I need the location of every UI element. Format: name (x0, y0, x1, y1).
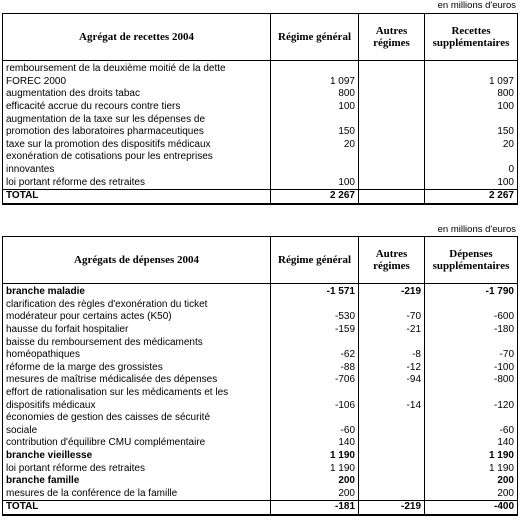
cell-supplementaires: -1 790 (425, 284, 518, 299)
cell-autres-regimes: -219 (359, 284, 425, 299)
cell-supplementaires (425, 61, 518, 76)
table-row (3, 425, 518, 438)
cell-regime-general (271, 336, 359, 349)
cell-autres-regimes (359, 450, 425, 463)
table-header-row (3, 14, 518, 61)
cell-regime-general: 20 (271, 139, 359, 152)
cell-regime-general: -181 (271, 501, 359, 515)
table-row (3, 101, 518, 114)
cell-autres-regimes (359, 299, 425, 312)
row-label: dispositifs médicaux (3, 399, 271, 412)
cell-regime-general: -1 571 (271, 284, 359, 299)
table-row (3, 61, 518, 76)
table-row (3, 387, 518, 400)
cell-autres-regimes (359, 475, 425, 488)
unit-label-depenses: en millions d'euros (437, 224, 516, 235)
cell-regime-general (271, 164, 359, 177)
cell-autres-regimes (359, 462, 425, 475)
row-label: loi portant réforme des retraites (3, 462, 271, 475)
cell-regime-general (271, 412, 359, 425)
cell-autres-regimes (359, 425, 425, 438)
row-label: augmentation de la taxe sur les dépenses de (3, 113, 271, 126)
table-row (3, 176, 518, 189)
cell-autres-regimes (359, 336, 425, 349)
cell-autres-regimes (359, 387, 425, 400)
cell-supplementaires: -180 (425, 324, 518, 337)
cell-autres-regimes (359, 101, 425, 114)
row-label: exonération de cotisations pour les entreprises (3, 151, 271, 164)
header-autres-regimes: Autres régimes (359, 237, 425, 284)
table-row (3, 311, 518, 324)
cell-regime-general: -62 (271, 349, 359, 362)
cell-supplementaires: 100 (425, 101, 518, 114)
table-row (3, 113, 518, 126)
row-label: FOREC 2000 (3, 76, 271, 89)
cell-regime-general: 100 (271, 176, 359, 189)
row-label: branche famille (3, 475, 271, 488)
cell-regime-general: -106 (271, 399, 359, 412)
cell-regime-general: -530 (271, 311, 359, 324)
cell-autres-regimes (359, 113, 425, 126)
cell-autres-regimes: -14 (359, 399, 425, 412)
table-row (3, 462, 518, 475)
row-label: taxe sur la promotion des dispositifs médicaux (3, 139, 271, 152)
row-label: économies de gestion des caisses de sécurité (3, 412, 271, 425)
header-agregat: Agrégat de recettes 2004 (3, 14, 271, 61)
table-recettes (2, 13, 518, 205)
cell-autres-regimes (359, 151, 425, 164)
cell-supplementaires: 200 (425, 475, 518, 488)
cell-autres-regimes (359, 164, 425, 177)
cell-supplementaires (425, 299, 518, 312)
cell-supplementaires: 2 267 (425, 189, 518, 203)
row-label: mesures de la conférence de la famille (3, 488, 271, 501)
header-recettes-supplementaires: Recettes supplémentaires (425, 14, 518, 61)
cell-autres-regimes: -21 (359, 324, 425, 337)
cell-regime-general: 1 190 (271, 450, 359, 463)
cell-autres-regimes (359, 437, 425, 450)
total-row (3, 501, 518, 515)
cell-supplementaires (425, 336, 518, 349)
row-label: loi portant réforme des retraites (3, 176, 271, 189)
table-row (3, 488, 518, 501)
table-row (3, 126, 518, 139)
cell-supplementaires: -60 (425, 425, 518, 438)
cell-supplementaires: 800 (425, 88, 518, 101)
cell-regime-general: 200 (271, 475, 359, 488)
row-label: effort de rationalisation sur les médicaments et les (3, 387, 271, 400)
cell-autres-regimes: -219 (359, 501, 425, 515)
table-row (3, 450, 518, 463)
cell-regime-general: -60 (271, 425, 359, 438)
cell-autres-regimes (359, 189, 425, 203)
row-label: innovantes (3, 164, 271, 177)
cell-regime-general: 200 (271, 488, 359, 501)
row-label: augmentation des droits tabac (3, 88, 271, 101)
row-label: mesures de maîtrise médicalisée des dépenses (3, 374, 271, 387)
cell-supplementaires: 20 (425, 139, 518, 152)
cell-supplementaires: -800 (425, 374, 518, 387)
cell-autres-regimes: -70 (359, 311, 425, 324)
cell-supplementaires (425, 412, 518, 425)
cell-supplementaires (425, 151, 518, 164)
cell-regime-general (271, 61, 359, 76)
cell-autres-regimes (359, 61, 425, 76)
cell-regime-general: 2 267 (271, 189, 359, 203)
row-label: efficacité accrue du recours contre tiers (3, 101, 271, 114)
header-regime-general: Régime général (271, 14, 359, 61)
cell-regime-general (271, 387, 359, 400)
cell-regime-general: -88 (271, 362, 359, 375)
header-regime-general: Régime général (271, 237, 359, 284)
table-row (3, 374, 518, 387)
cell-supplementaires: -400 (425, 501, 518, 515)
cell-supplementaires: 1 097 (425, 76, 518, 89)
table-row (3, 437, 518, 450)
cell-regime-general: 1 097 (271, 76, 359, 89)
cell-supplementaires: 1 190 (425, 450, 518, 463)
cell-regime-general: -159 (271, 324, 359, 337)
cell-regime-general: -706 (271, 374, 359, 387)
cell-regime-general: 800 (271, 88, 359, 101)
cell-supplementaires: -100 (425, 362, 518, 375)
row-label: clarification des règles d'exonération du ticket (3, 299, 271, 312)
row-label: branche maladie (3, 284, 271, 299)
cell-autres-regimes (359, 76, 425, 89)
total-row (3, 189, 518, 203)
cell-regime-general (271, 113, 359, 126)
table-row (3, 139, 518, 152)
header-depenses-supplementaires: Dépenses supplémentaires (425, 237, 518, 284)
row-label: branche vieillesse (3, 450, 271, 463)
row-label: TOTAL (3, 189, 271, 203)
table-row (3, 284, 518, 299)
cell-supplementaires: -600 (425, 311, 518, 324)
cell-regime-general: 1 190 (271, 462, 359, 475)
table-depenses (2, 236, 518, 516)
row-label: sociale (3, 425, 271, 438)
cell-autres-regimes (359, 139, 425, 152)
table-row (3, 164, 518, 177)
row-label: hausse du forfait hospitalier (3, 324, 271, 337)
unit-label-recettes: en millions d'euros (437, 0, 516, 11)
row-label: contribution d'équilibre CMU complémentaire (3, 437, 271, 450)
cell-autres-regimes: -12 (359, 362, 425, 375)
table-row (3, 151, 518, 164)
table-row (3, 362, 518, 375)
header-agregat: Agrégats de dépenses 2004 (3, 237, 271, 284)
table-header-row (3, 237, 518, 284)
row-label: homéopathiques (3, 349, 271, 362)
table-row (3, 76, 518, 89)
cell-supplementaires: 150 (425, 126, 518, 139)
cell-autres-regimes (359, 88, 425, 101)
cell-autres-regimes: -8 (359, 349, 425, 362)
cell-supplementaires: 100 (425, 176, 518, 189)
row-label: TOTAL (3, 501, 271, 515)
cell-supplementaires: 200 (425, 488, 518, 501)
cell-supplementaires (425, 113, 518, 126)
table-row (3, 324, 518, 337)
cell-autres-regimes (359, 126, 425, 139)
table-row (3, 336, 518, 349)
cell-supplementaires: -120 (425, 399, 518, 412)
cell-autres-regimes (359, 176, 425, 189)
cell-supplementaires: -70 (425, 349, 518, 362)
cell-autres-regimes: -94 (359, 374, 425, 387)
table-row (3, 399, 518, 412)
cell-autres-regimes (359, 488, 425, 501)
row-label: réforme de la marge des grossistes (3, 362, 271, 375)
cell-supplementaires (425, 387, 518, 400)
cell-supplementaires: 140 (425, 437, 518, 450)
cell-regime-general: 140 (271, 437, 359, 450)
table-row (3, 88, 518, 101)
cell-regime-general (271, 151, 359, 164)
cell-regime-general (271, 299, 359, 312)
table-row (3, 299, 518, 312)
row-label: promotion des laboratoires pharmaceutiques (3, 126, 271, 139)
row-label: modérateur pour certains actes (K50) (3, 311, 271, 324)
row-label: remboursement de la deuxième moitié de la dette (3, 61, 271, 76)
table-row (3, 349, 518, 362)
cell-supplementaires: 1 190 (425, 462, 518, 475)
header-autres-regimes: Autres régimes (359, 14, 425, 61)
table-row (3, 412, 518, 425)
cell-autres-regimes (359, 412, 425, 425)
cell-supplementaires: 0 (425, 164, 518, 177)
table-row (3, 475, 518, 488)
row-label: baisse du remboursement des médicaments (3, 336, 271, 349)
cell-regime-general: 150 (271, 126, 359, 139)
cell-regime-general: 100 (271, 101, 359, 114)
